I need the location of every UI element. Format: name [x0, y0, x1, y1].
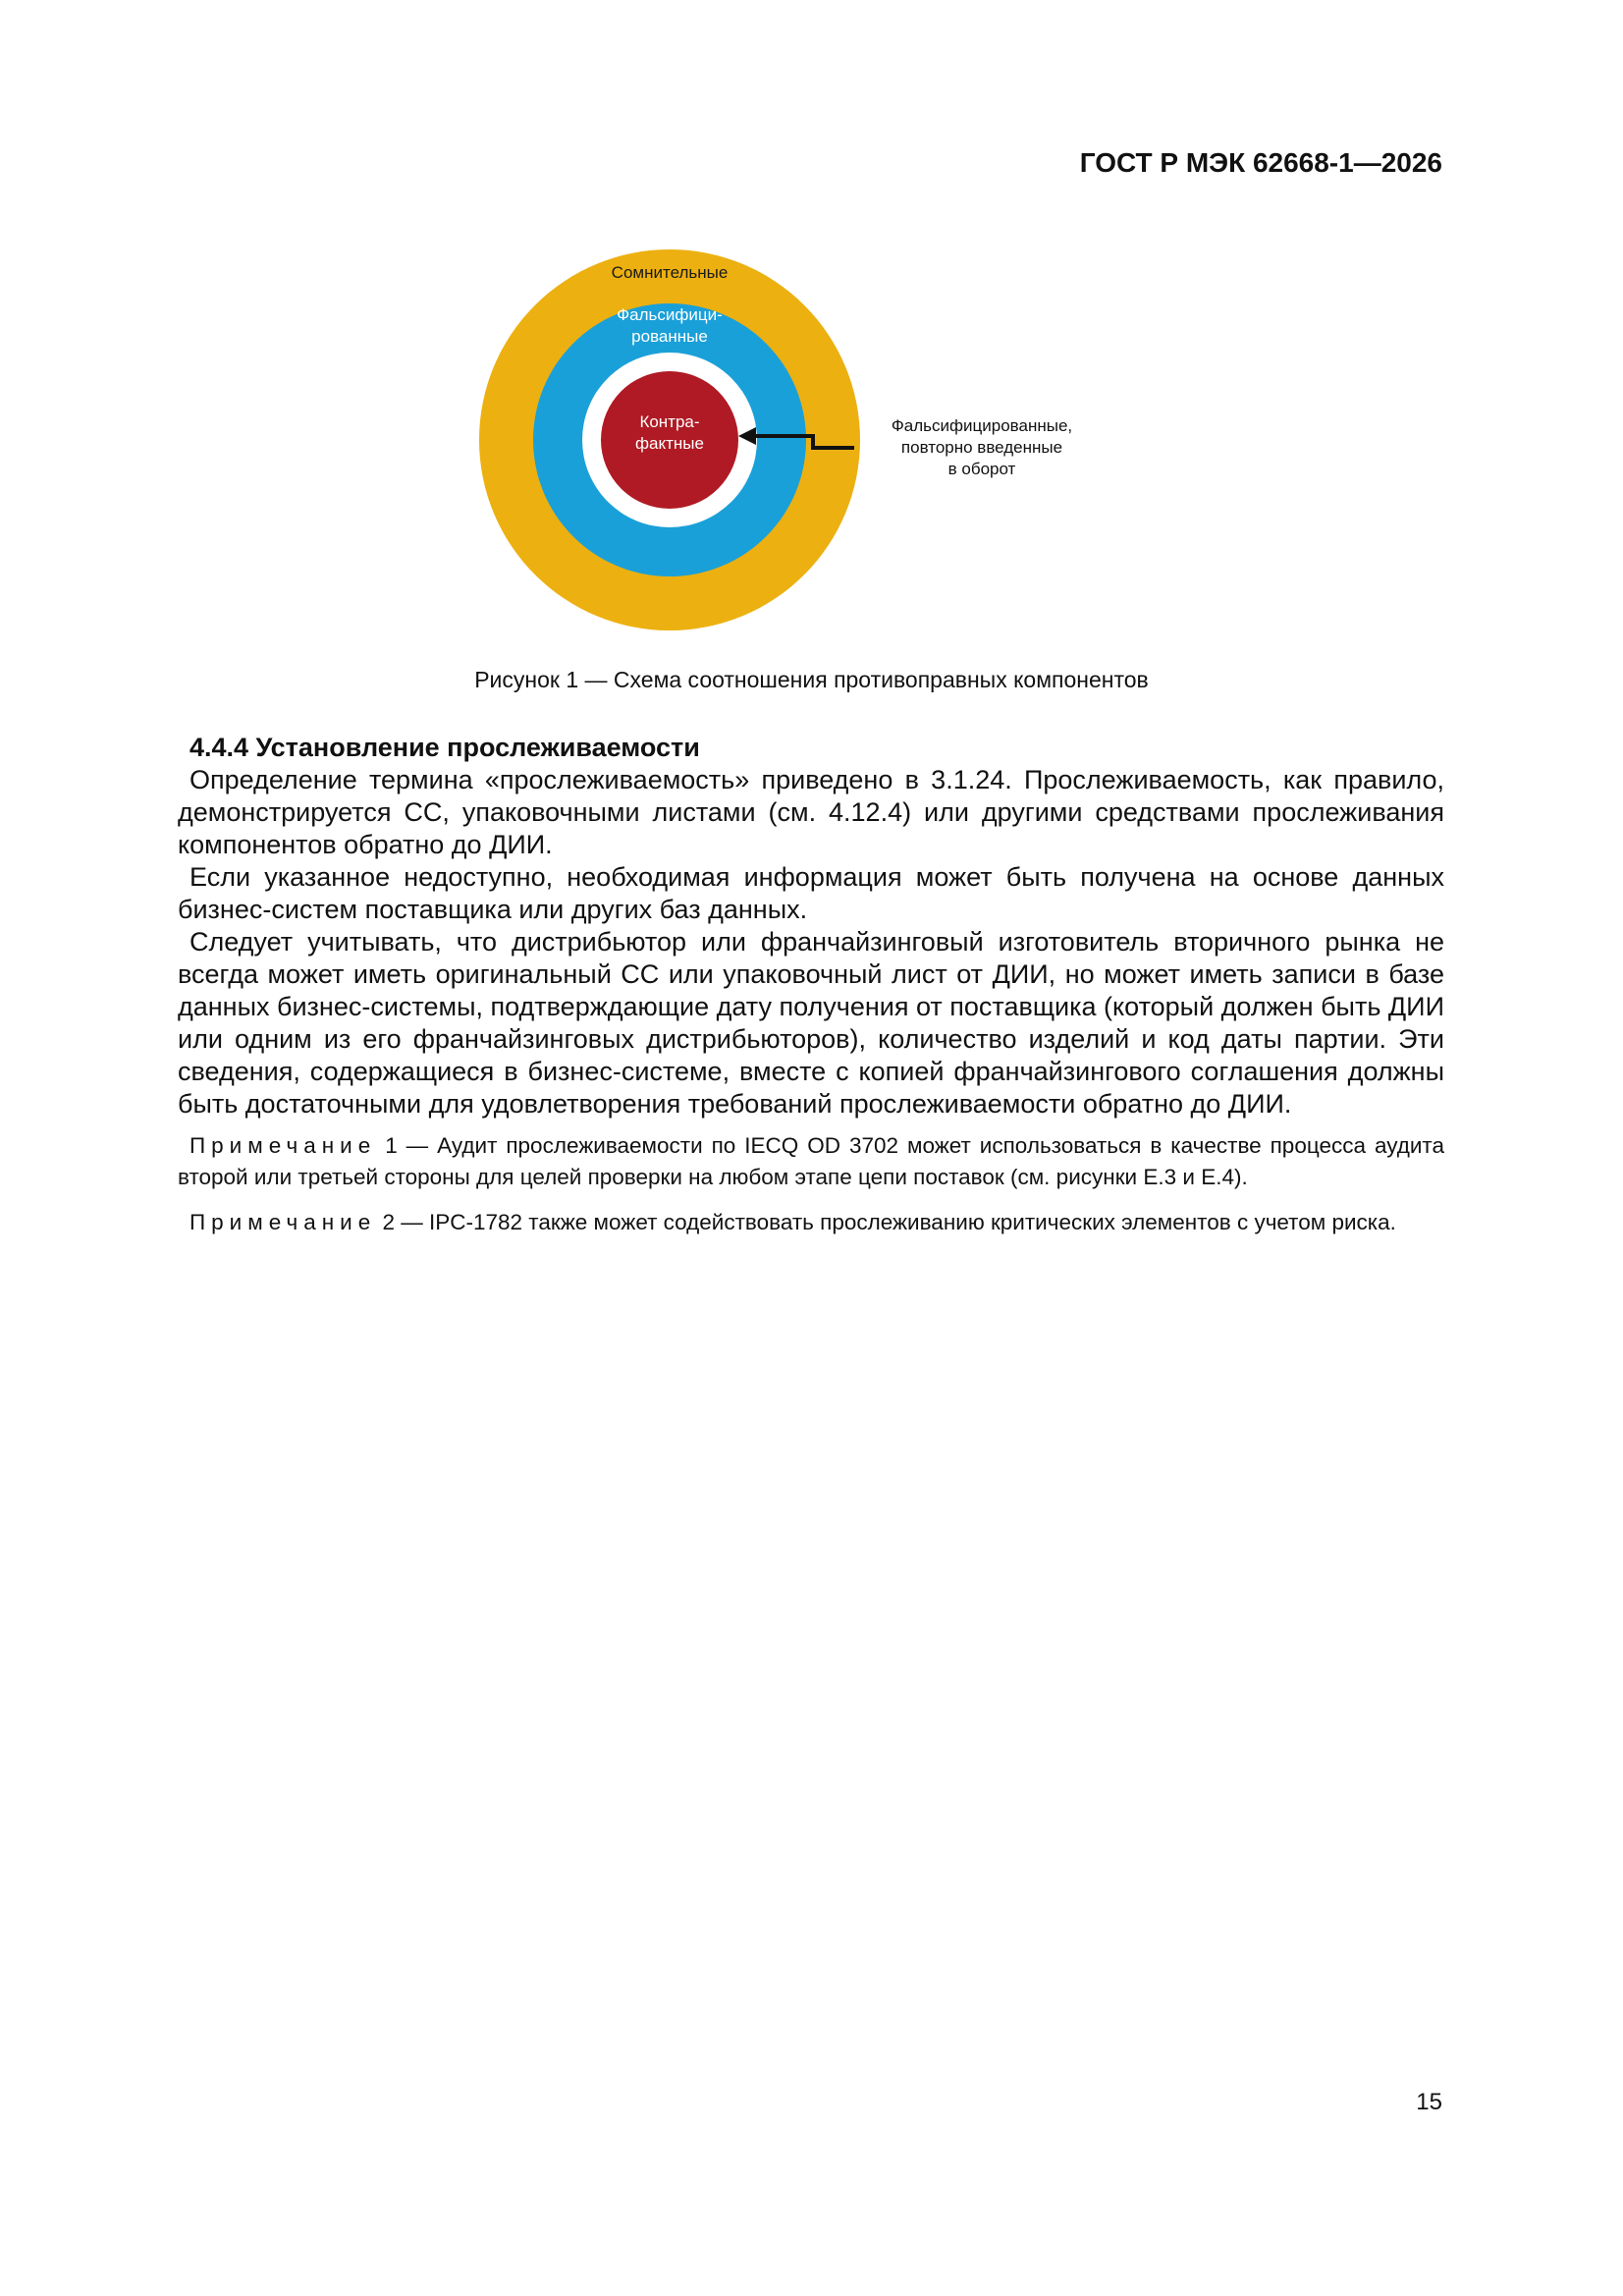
- section-content: [178, 731, 1444, 1238]
- arrow-label-line1: Фальсифицированные,: [891, 416, 1073, 435]
- label-questionable: Сомнительные: [611, 263, 729, 282]
- label-falsified-line1: Фальсифици-: [617, 305, 723, 324]
- concentric-rings-diagram: [442, 226, 1129, 658]
- paragraph-3: Следует учитывать, что дистрибьютор или франчайзинговый изготовитель вторичного рынка не всегда может иметь оригинальный СС или упаковочный лист от ДИИ, но может иметь записи в базе данных бизнес-системы, подтверждающие дату получения от поставщика (который должен быть ДИИ или одним из его франчайзинговых дистрибьюторов), количество изделий и код даты партии. Эти сведения, содержащиеся в бизнес-системе, вместе с копией франчайзингового соглашения должны быть достаточными для удовлетворения требований прослеживаемости обратно до ДИИ.: [178, 927, 1444, 1119]
- arrow-label-line3: в оборот: [947, 460, 1016, 478]
- note-2: [178, 1207, 1444, 1238]
- label-falsified-line2: рованные: [631, 327, 708, 346]
- document-code: ГОСТ Р МЭК 62668-1—2026: [1079, 147, 1442, 178]
- figure-caption: Рисунок 1 — Схема соотношения противоправных компонентов: [474, 667, 1149, 692]
- note-1-text: 1 — Аудит прослеживаемости по IECQ OD 3702 может использоваться в качестве процесса аудита второй или третьей стороны для целей проверки на любом этапе цепи поставок (см. рисунки Е.3 и Е.4).: [178, 1133, 1444, 1189]
- label-counterfeit-line2: фактные: [635, 434, 704, 453]
- note-2-text: 2 — IPC-1782 также может содействовать прослеживанию критических элементов с учетом риска.: [376, 1210, 1396, 1234]
- paragraph-1: Определение термина «прослеживаемость» приведено в 3.1.24. Прослеживаемость, как правило, демонстрируется СС, упаковочными листами (см. 4.12.4) или другими средствами прослеживания компонентов обратно до ДИИ.: [178, 765, 1444, 859]
- label-counterfeit-line1: Контра-: [639, 412, 700, 431]
- page-number: 15: [1416, 2089, 1442, 2115]
- note-2-label: Примечание: [189, 1210, 377, 1234]
- note-1-label: Примечание: [189, 1133, 377, 1158]
- section-title: 4.4.4 Установление прослеживаемости: [189, 733, 700, 762]
- paragraph-2: Если указанное недоступно, необходимая информация может быть получена на основе данных бизнес-систем поставщика или других баз данных.: [178, 862, 1444, 924]
- figure-diagram: [442, 226, 1129, 658]
- arrow-label-line2: повторно введенные: [900, 438, 1063, 457]
- note-1: [178, 1130, 1444, 1193]
